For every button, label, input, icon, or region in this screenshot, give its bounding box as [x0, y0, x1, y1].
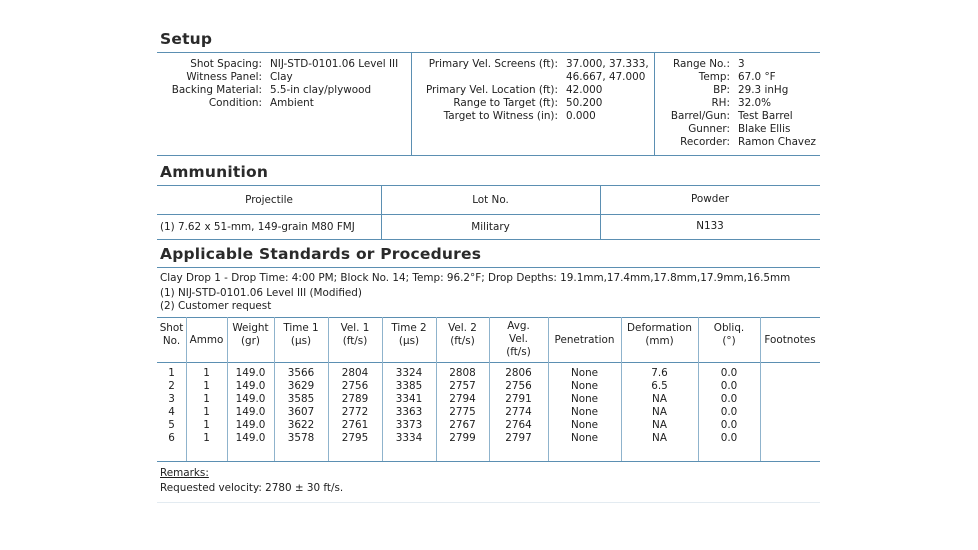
ammo-projectile-value: (1) 7.62 x 51-mm, 149-grain M80 FMJ [160, 221, 355, 233]
setup-divider-2 [654, 52, 655, 155]
shots-cell: None [570, 380, 599, 392]
shots-cell: 2756 [505, 380, 532, 392]
setup-field-label: Temp: [698, 71, 730, 83]
ammunition-heading: Ammunition [160, 163, 269, 181]
setup-field-label: Primary Vel. Screens (ft): [428, 58, 558, 70]
shots-header-cell: Shot No. [159, 322, 184, 347]
shots-cell: 149.0 [235, 367, 266, 379]
shots-cell: 2797 [505, 432, 532, 444]
setup-field-value: 29.3 inHg [738, 84, 789, 96]
setup-field-value: Clay [270, 71, 293, 83]
shots-cell: 1 [203, 367, 210, 379]
remarks-rule [157, 502, 820, 503]
shots-cell: 2804 [341, 367, 369, 379]
setup-field-value: NIJ-STD-0101.06 Level III [270, 58, 399, 70]
shots-cell: 2767 [449, 419, 476, 431]
remarks-text: Requested velocity: 2780 ± 30 ft/s. [160, 482, 344, 494]
setup-field-label: Witness Panel: [186, 71, 262, 83]
shots-cell: 3622 [287, 419, 315, 431]
shots-cell: None [570, 393, 599, 405]
shots-cell: 1 [168, 367, 175, 379]
shots-header-cell: Ammo [189, 334, 224, 346]
setup-field-value: 0.000 [566, 110, 596, 122]
shots-cell: 3341 [395, 393, 423, 405]
setup-field-label: Backing Material: [171, 84, 262, 96]
ammo-lot-value: Military [471, 221, 510, 233]
shots-cell: 1 [203, 419, 210, 431]
shots-cell: 6 [168, 432, 175, 444]
shots-cell: 0.0 [720, 432, 738, 444]
setup-field-label: Condition: [208, 97, 262, 109]
setup-field-value: Ambient [270, 97, 314, 109]
setup-field-label: Range to Target (ft): [453, 97, 558, 109]
setup-field-value: Test Barrel [738, 110, 793, 122]
shots-cell: 2775 [449, 406, 476, 418]
shots-cell: 1 [203, 393, 210, 405]
shots-cell: 2 [168, 380, 175, 392]
shots-cell: NA [652, 419, 667, 431]
shots-header-cell: Time 1 (µs) [283, 322, 319, 347]
shots-header-cell: Vel. 2 (ft/s) [448, 322, 477, 347]
shots-cell: 3385 [395, 380, 423, 392]
shots-cell: 3363 [395, 406, 423, 418]
remarks-label: Remarks: [160, 467, 209, 479]
setup-field-label: Recorder: [680, 136, 730, 148]
shots-header-cell: Vel. 1 (ft/s) [340, 322, 370, 347]
clay-drop-line: Clay Drop 1 - Drop Time: 4:00 PM; Block No. 14; Temp: 96.2°F; Drop Depths: 19.1mm,17.4mm,17.8mm,17.9mm,16.5mm [160, 272, 791, 284]
setup-field-value: Blake Ellis [738, 123, 791, 135]
setup-field-label: Shot Spacing: [190, 58, 262, 70]
shots-cell: 2757 [449, 380, 476, 392]
shots-cell: 2808 [449, 367, 476, 379]
shots-cell: NA [652, 432, 667, 444]
shots-cell: 2794 [449, 393, 476, 405]
shots-cell: None [570, 419, 599, 431]
setup-top-rule [157, 52, 820, 53]
shots-cell: 0.0 [720, 367, 738, 379]
ammo-header-projectile: Projectile [245, 194, 293, 206]
setup-left-block [160, 58, 398, 110]
ammo-mid-rule [157, 214, 820, 215]
shots-cell: 0.0 [720, 419, 738, 431]
shots-bottom-rule [157, 461, 820, 462]
shots-cell: 1 [203, 380, 210, 392]
shots-cell: 149.0 [235, 393, 266, 405]
shots-cell: 6.5 [651, 380, 668, 392]
setup-field-value: 67.0 °F [738, 71, 776, 83]
setup-field-label: Range No.: [673, 58, 730, 70]
shots-cell: NA [652, 393, 667, 405]
shots-cell: 3334 [395, 432, 423, 444]
ammo-bottom-rule [157, 239, 820, 240]
shots-cell: None [570, 367, 599, 379]
shots-cell: 2761 [341, 419, 369, 431]
shots-cell: 1 [203, 432, 210, 444]
shots-cell: 3585 [287, 393, 315, 405]
ammo-top-rule [157, 185, 820, 186]
setup-field-value: 50.200 [566, 97, 603, 109]
shots-cell: 2795 [341, 432, 369, 444]
shots-cell: 3629 [287, 380, 315, 392]
shots-cell: 5 [168, 419, 175, 431]
shots-header-cell: Avg. Vel. (ft/s) [506, 320, 531, 358]
setup-field-value: 5.5-in clay/plywood [270, 84, 372, 96]
setup-field-label: Barrel/Gun: [670, 110, 730, 122]
ammo-powder-value: N133 [696, 220, 724, 232]
shots-cell: 4 [168, 406, 175, 418]
shots-cell: 0.0 [720, 393, 738, 405]
shots-cell: 7.6 [651, 367, 668, 379]
setup-middle-block [414, 58, 649, 123]
shots-cell: 2774 [505, 406, 532, 418]
setup-field-value: 32.0% [738, 97, 772, 109]
shots-cell: 149.0 [235, 432, 266, 444]
shots-cell: 3566 [287, 367, 315, 379]
shots-cell: None [570, 432, 599, 444]
shots-cell: 2799 [449, 432, 476, 444]
shots-cell: 2764 [505, 419, 532, 431]
shots-cell: 3324 [395, 367, 423, 379]
setup-field-label: Gunner: [688, 123, 730, 135]
standard-2-line: (2) Customer request [160, 300, 272, 312]
shots-cell: 0.0 [720, 380, 738, 392]
setup-field-value: 42.000 [566, 84, 603, 96]
setup-field-label: Target to Witness (in): [443, 110, 558, 122]
shots-header-cell: Penetration [554, 334, 615, 346]
shots-header-cell: Footnotes [764, 334, 816, 346]
standards-heading: Applicable Standards or Procedures [160, 245, 482, 263]
shots-cell: 3607 [287, 406, 315, 418]
setup-heading: Setup [160, 30, 213, 48]
setup-field-label: Primary Vel. Location (ft): [425, 84, 558, 96]
setup-field-value: Ramon Chavez [738, 136, 816, 148]
shots-cell: 2806 [505, 367, 532, 379]
shots-cell: 3578 [287, 432, 315, 444]
ammo-header-lot: Lot No. [472, 194, 509, 206]
shots-cell: 149.0 [235, 406, 266, 418]
shots-cell: 3 [168, 393, 175, 405]
shots-header-cell: Time 2 (µs) [391, 322, 427, 347]
shots-cell: 2791 [505, 393, 532, 405]
shots-header-cell: Obliq. (°) [713, 322, 745, 347]
shots-cell: 3373 [395, 419, 423, 431]
shots-cell: 2756 [341, 380, 369, 392]
setup-bottom-rule [157, 155, 820, 156]
ammo-header-powder: Powder [690, 193, 729, 205]
shots-cell: 2772 [341, 406, 369, 418]
standards-rule [157, 267, 820, 268]
setup-field-value: 37.000, 37.333, [566, 58, 649, 70]
setup-divider-1 [411, 52, 412, 155]
setup-right-block [656, 58, 816, 149]
shots-cell: 149.0 [235, 380, 266, 392]
shots-cell: None [570, 406, 599, 418]
setup-field-value: 46.667, 47.000 [566, 71, 646, 83]
shots-cell: 2789 [341, 393, 369, 405]
setup-field-label [414, 71, 558, 84]
shots-header-cell: Weight (gr) [232, 322, 269, 347]
shots-cell: 149.0 [235, 419, 266, 431]
setup-field-label: BP: [713, 84, 730, 96]
setup-field-label: RH: [711, 97, 730, 109]
shots-cell: 1 [203, 406, 210, 418]
shots-header-cell: Deformation (mm) [627, 322, 692, 347]
standard-1-line: (1) NIJ-STD-0101.06 Level III (Modified) [160, 287, 362, 299]
shots-cell: NA [652, 406, 667, 418]
setup-field-value: 3 [738, 58, 745, 70]
shots-cell: 0.0 [720, 406, 738, 418]
